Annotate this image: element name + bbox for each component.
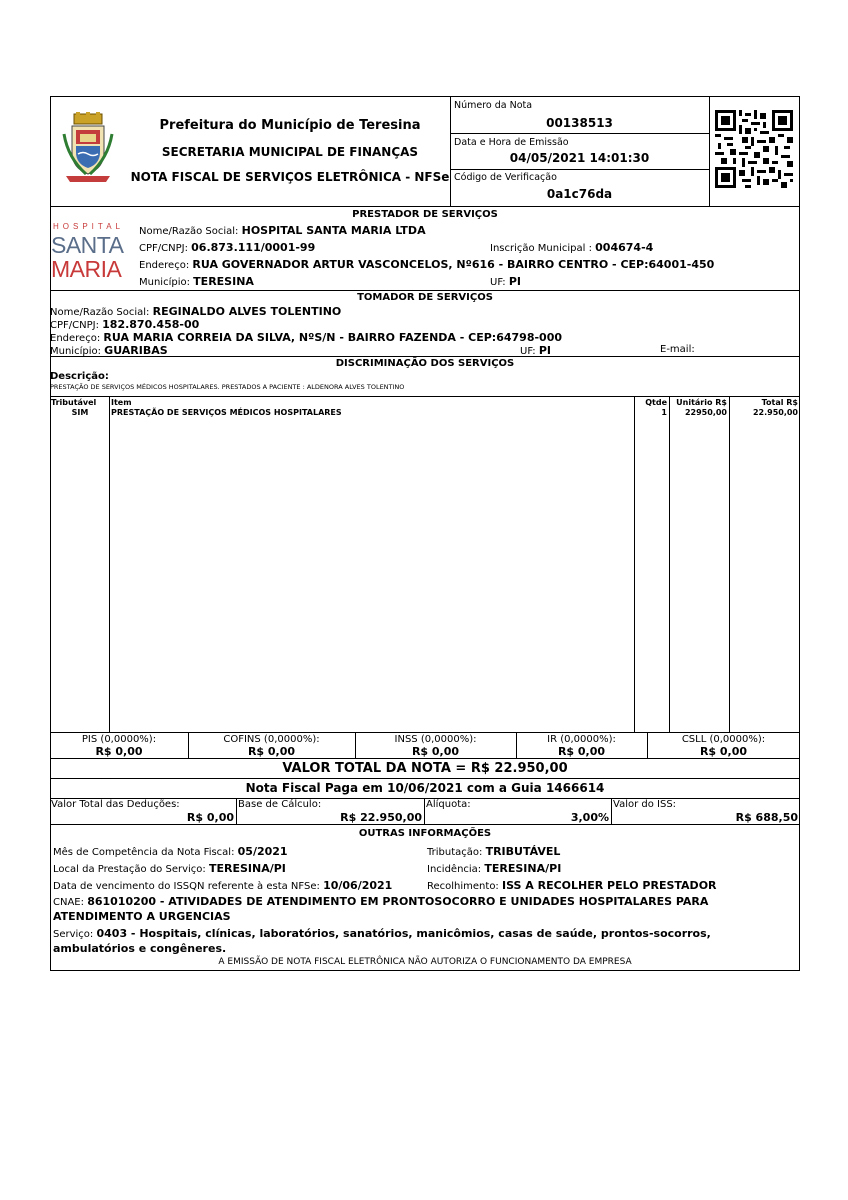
col-header-taxable: Tributável xyxy=(51,398,97,407)
provider-address: RUA GOVERNADOR ARTUR VASCONCELOS, Nº616 - BAIRRO CENTRO - CEP:64001-450 xyxy=(192,258,715,271)
deductions-label: Valor Total das Deduções: xyxy=(51,799,180,810)
customer-cpf-row xyxy=(50,318,199,331)
invoice-number: 00138513 xyxy=(546,116,613,130)
col-header-total: Total R$ xyxy=(761,398,798,407)
service-code-label: Serviço: xyxy=(53,929,94,940)
provider-logo-bottom-text: MARIA xyxy=(51,256,122,282)
tax-pis-label: PIS (0,0000%): xyxy=(81,734,157,745)
competence-row xyxy=(53,845,288,858)
provider-cnpj-row xyxy=(139,241,315,254)
tax-inss-label: INSS (0,0000%): xyxy=(394,734,477,745)
service-location-row xyxy=(53,862,286,875)
cnae-label: CNAE: xyxy=(53,897,84,908)
provider-name: HOSPITAL SANTA MARIA LTDA xyxy=(241,224,426,237)
provider-cnpj: 06.873.111/0001-99 xyxy=(191,241,316,254)
deductions-value: R$ 0,00 xyxy=(186,811,234,824)
customer-name-label: Nome/Razão Social: xyxy=(50,307,150,318)
verification-code-label: Código de Verificação xyxy=(454,172,557,183)
provider-name-label: Nome/Razão Social: xyxy=(139,226,239,237)
provider-logo-mid-text: SANTA xyxy=(51,232,124,258)
col-header-item: Item xyxy=(111,398,132,407)
incidence-row xyxy=(427,862,561,875)
tax-pis-value: R$ 0,00 xyxy=(95,745,143,758)
customer-state: PI xyxy=(538,344,552,357)
services-section-title: DISCRIMINAÇÃO DOS SERVIÇOS xyxy=(335,358,515,369)
due-date-label: Data de vencimento do ISSQN referente à esta NFSe: xyxy=(53,881,320,892)
customer-address-row xyxy=(50,331,562,344)
provider-address-label: Endereço: xyxy=(139,260,190,271)
taxation-label: Tributação: xyxy=(427,847,483,858)
tax-cofins-label: COFINS (0,0000%): xyxy=(223,734,320,745)
incidence-label: Incidência: xyxy=(427,864,482,875)
col-header-unit-price: Unitário R$ xyxy=(676,398,727,407)
item-quantity: 1 xyxy=(661,408,667,417)
cnae-row xyxy=(53,895,793,925)
provider-state-row xyxy=(490,275,521,288)
issue-date-label: Data e Hora de Emissão xyxy=(454,137,569,148)
provider-city-row xyxy=(139,275,254,288)
municipality-name: Prefeitura do Município de Teresina xyxy=(159,118,421,133)
tax-csll-value: R$ 0,00 xyxy=(699,745,748,758)
provider-cnpj-label: CPF/CNPJ: xyxy=(139,243,188,254)
provider-section-title: PRESTADOR DE SERVIÇOS xyxy=(352,209,498,220)
tax-ir-label: IR (0,0000%): xyxy=(547,734,616,745)
customer-section-title: TOMADOR DE SERVIÇOS xyxy=(357,292,493,303)
footer-disclaimer: A EMISSÃO DE NOTA FISCAL ELETRÔNICA NÃO AUTORIZA O FUNCIONAMENTO DA EMPRESA xyxy=(218,957,632,967)
secretariat-name: SECRETARIA MUNICIPAL DE FINANÇAS xyxy=(161,145,419,159)
item-unit-price: 22950,00 xyxy=(684,408,727,417)
due-date-row xyxy=(53,879,392,892)
tax-csll-label: CSLL (0,0000%): xyxy=(681,734,766,745)
collection-value: ISS A RECOLHER PELO PRESTADOR xyxy=(502,879,717,892)
document-title: NOTA FISCAL DE SERVIÇOS ELETRÔNICA - NFSe xyxy=(130,170,450,184)
qr-code xyxy=(715,110,793,188)
rate-value: 3,00% xyxy=(570,811,609,824)
service-location-label: Local da Prestação do Serviço: xyxy=(53,864,206,875)
description-label: Descrição: xyxy=(50,371,109,382)
due-date-value: 10/06/2021 xyxy=(323,879,393,892)
invoice-number-label: Número da Nota xyxy=(454,100,533,111)
competence-value: 05/2021 xyxy=(237,845,288,858)
provider-state-label: UF: xyxy=(490,277,506,288)
iss-value: R$ 688,50 xyxy=(735,811,798,824)
incidence-value: TERESINA/PI xyxy=(484,862,562,875)
provider-logo-top-text: HOSPITAL xyxy=(53,222,124,231)
item-taxable: SIM xyxy=(71,408,89,417)
taxation-row xyxy=(427,845,560,858)
city-coat-of-arms xyxy=(62,112,114,186)
item-total: 22.950,00 xyxy=(752,408,798,417)
provider-city-label: Município: xyxy=(139,277,190,288)
provider-city: TERESINA xyxy=(193,275,254,288)
tax-ir-value: R$ 0,00 xyxy=(557,745,606,758)
provider-im: 004674-4 xyxy=(595,241,654,254)
customer-cpf: 182.870.458-00 xyxy=(102,318,200,331)
service-location-value: TERESINA/PI xyxy=(208,862,286,875)
provider-name-row xyxy=(139,224,426,237)
description-text: PRESTAÇÃO DE SERVIÇOS MÉDICOS HOSPITALARES. PRESTADOS A PACIENTE : ALDENORA ALVES TOLENTINO xyxy=(50,383,405,391)
verification-code: 0a1c76da xyxy=(546,187,613,201)
collection-row xyxy=(427,879,717,892)
customer-email-label: E-mail: xyxy=(660,344,695,355)
col-header-quantity: Qtde xyxy=(645,398,667,407)
provider-state: PI xyxy=(508,275,522,288)
competence-label: Mês de Competência da Nota Fiscal: xyxy=(53,847,235,858)
collection-label: Recolhimento: xyxy=(427,881,499,892)
item-description: PRESTAÇÃO DE SERVIÇOS MÉDICOS HOSPITALARES xyxy=(111,408,342,417)
customer-name-row xyxy=(50,305,341,318)
tax-base-value: R$ 22.950,00 xyxy=(340,811,422,824)
customer-cpf-label: CPF/CNPJ: xyxy=(50,320,99,331)
provider-address-row xyxy=(139,258,714,271)
customer-name: REGINALDO ALVES TOLENTINO xyxy=(152,305,342,318)
taxation-value: TRIBUTÁVEL xyxy=(485,845,561,858)
cnae-value: 861010200 - ATIVIDADES DE ATENDIMENTO EM PRONTOSOCORRO E UNIDADES HOSPITALARES PARA ATENDIMENTO A URGENCIAS xyxy=(53,895,709,923)
tax-cofins-value: R$ 0,00 xyxy=(247,745,296,758)
provider-municipal-registration-row xyxy=(490,241,653,254)
rate-label: Alíquota: xyxy=(426,799,471,810)
customer-address: RUA MARIA CORREIA DA SILVA, NºS/N - BAIRRO FAZENDA - CEP:64798-000 xyxy=(103,331,563,344)
customer-city-label: Município: xyxy=(50,346,101,357)
payment-status: Nota Fiscal Paga em 10/06/2021 com a Guia 1466614 xyxy=(245,781,605,795)
tax-inss-value: R$ 0,00 xyxy=(411,745,460,758)
invoice-total-value: VALOR TOTAL DA NOTA = R$ 22.950,00 xyxy=(282,761,568,776)
customer-state-label: UF: xyxy=(520,346,536,357)
tax-base-label: Base de Cálculo: xyxy=(238,799,322,810)
customer-city: GUARIBAS xyxy=(104,344,168,357)
service-code-row xyxy=(53,927,793,957)
provider-im-label: Inscrição Municipal : xyxy=(490,243,592,254)
service-code-value: 0403 - Hospitais, clínicas, laboratórios, sanatórios, manicômios, casas de saúde, prontos-socorros, ambulatórios e congêneres. xyxy=(53,927,711,955)
provider-logo xyxy=(51,218,124,288)
iss-label: Valor do ISS: xyxy=(613,799,677,810)
customer-address-label: Endereço: xyxy=(50,333,101,344)
issue-date: 04/05/2021 14:01:30 xyxy=(509,151,650,165)
other-info-section-title: OUTRAS INFORMAÇÕES xyxy=(358,828,492,839)
